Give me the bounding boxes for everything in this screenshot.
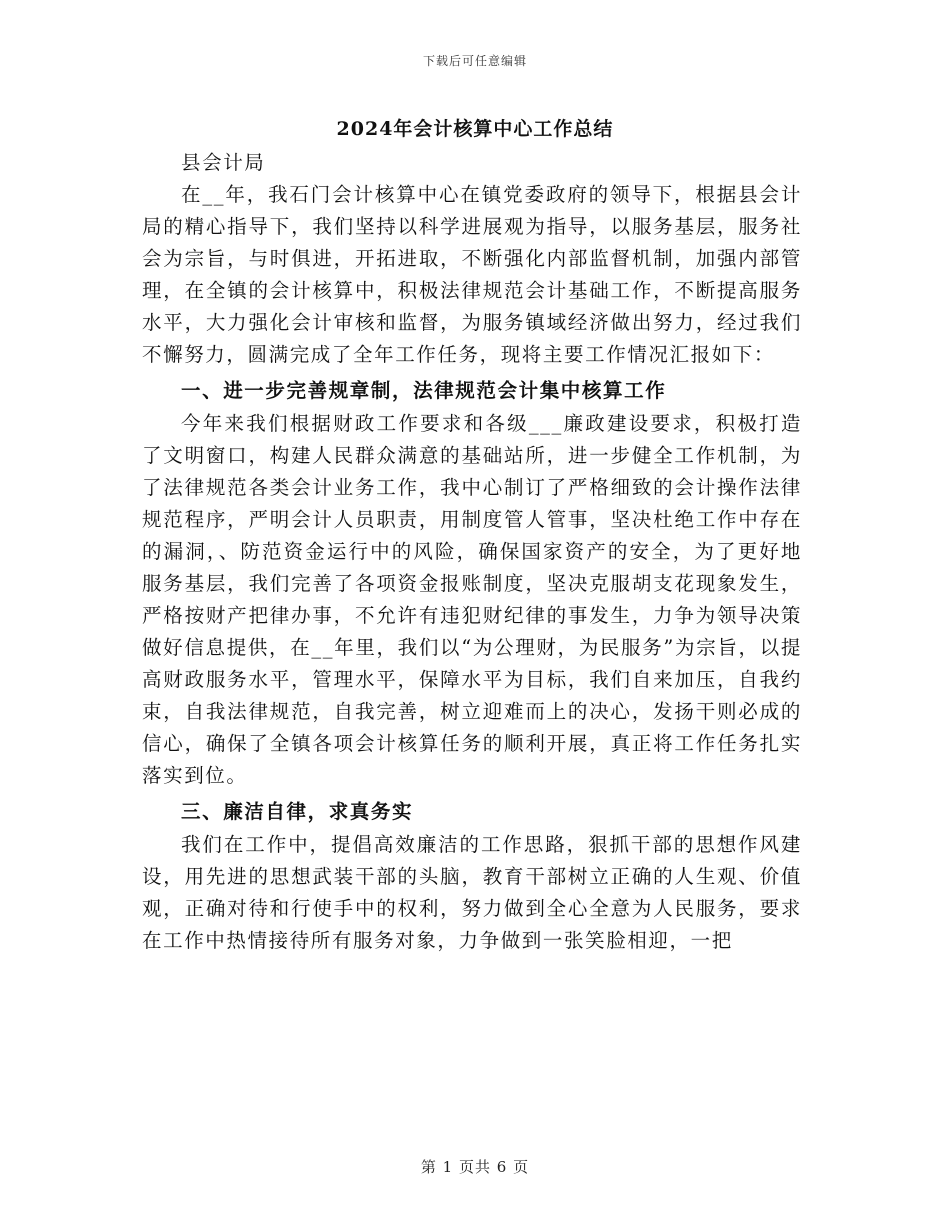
page-indicator: 第 1 页共 6 页 [420, 1158, 530, 1176]
intro-paragraph: 在__年，我石门会计核算中心在镇党委政府的领导下，根据县会计局的精心指导下，我们坚持以科学进展观为指导，以服务基层，服务社会为宗旨，与时俱进，开拓进取，不断强化内部监督机制，加强内部管理，在全镇的会计核算中，积极法律规范会计基础工作，不断提高服务水平，大力强化会计审核和监督，为服务镇域经济做出努力，经过我们不懈努力，圆满完成了全年工作任务，现将主要工作情况汇报如下： [142, 183, 802, 366]
section-3-heading: 三、廉洁自律，求真务实 [181, 800, 414, 823]
organization-name: 县会计局 [181, 151, 266, 174]
section-3-paragraph: 我们在工作中，提倡高效廉洁的工作思路，狠抓干部的思想作风建设，用先进的思想武装干部的头脑，教育干部树立正确的人生观、价值观，正确对待和行使手中的权利，努力做到全心全意为人民服务，要求在工作中热情接待所有服务对象，力争做到一张笑脸相迎，一把 [142, 833, 802, 952]
document-body [142, 147, 802, 957]
header-note: 下载后可任意编辑 [422, 54, 527, 68]
document-title: 2024年会计核算中心工作总结 [336, 118, 614, 140]
section-1-paragraph: 今年来我们根据财政工作要求和各级___廉政建设要求，积极打造了文明窗口，构建人民群众满意的基础站所，进一步健全工作机制，为了法律规范各类会计业务工作，我中心制订了严格细致的会计操作法律规范程序，严明会计人员职责，用制度管人管事，坚决杜绝工作中存在的漏洞，、防范资金运行中的风险，确保国家资产的安全，为了更好地服务基层，我们完善了各项资金报账制度，坚决克服胡支花现象发生，严格按财产把律办事，不允许有违犯财纪律的事发生，力争为领导决策做好信息提供，在__年里，我们以“为公理财，为民服务”为宗旨，以提高财政服务水平，管理水平，保障水平为目标，我们自来加压，自我约束，自我法律规范，自我完善，树立迎难而上的决心，发扬干则必成的信心，确保了全镇各项会计核算任务的顺利开展，真正将工作任务扎实落实到位。 [142, 412, 802, 787]
section-1-heading: 一、进一步完善规章制，法律规范会计集中核算工作 [181, 379, 667, 402]
